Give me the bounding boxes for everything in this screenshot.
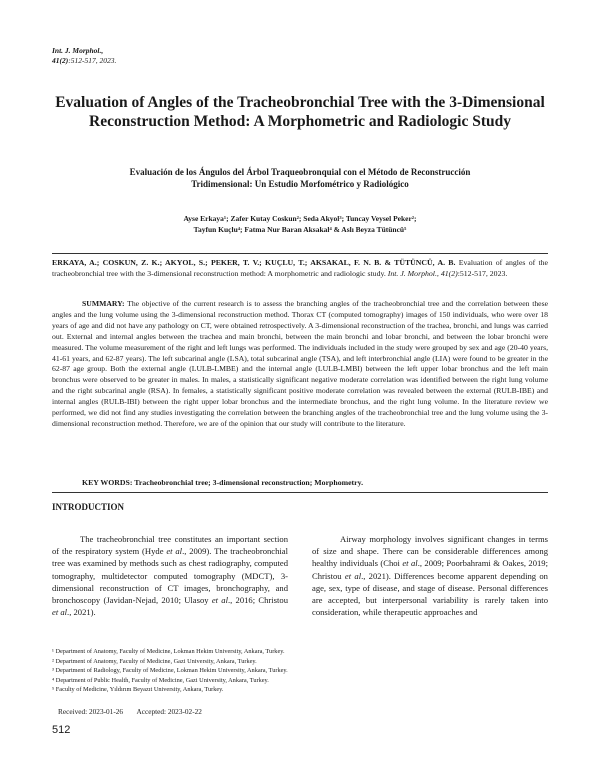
journal-name: Int. J. Morphol., — [52, 46, 104, 55]
article-title: Evaluation of Angles of the Tracheobronchial Tree with the 3-Dimensional Reconstruction Method: A Morphometric and Radiologic Study — [55, 94, 545, 130]
intro-left-etal-3: et al — [52, 607, 68, 618]
affiliation-footnotes — [52, 647, 288, 695]
divider-top — [52, 253, 548, 254]
divider-bottom — [52, 492, 548, 493]
journal-pages: :512-517, 2023. — [68, 56, 117, 65]
author-list — [110, 213, 490, 235]
summary-text: The objective of the current research is to assess the branching angles of the tracheobronchial tree and the correlation between these angles and the lung volume using the 3-dimensional reconstruction method. Thorax CT (computed tomography) images of 150 individuals, who were over 18 years of age and did not have any pathology on CT, were obtained retrospectively. A 3-dimensional reconstruction of the trachea, bronchi, and lungs was carried out. External and internal angles between the trachea and main bronchi, between the main bronchi and lobar bronchi, and between the lobar bronchi were measured. The volume measurement of the right and left lungs was performed. The individuals included in the study were grouped by sex and age (20-40 years, 41-61 years, and 62-87 years). The left subcarinal angle (LSA), total subcarinal angle (TSA), and left interbronchial angle (LIA) were found to be greater in the 62-87 age group. Both the external angle (LULB-LMBE) and the internal angle (LULB-LMBI) between the left upper lobar bronchus and the left main bronchus were observed to be greater in males. In males, a statistically significant negative moderate correlation was identified between the right lung volume and the right subcarinal angle (RSA). In females, a statistically significant positive moderate correlation was revealed between the external (RULB-IBE) and internal angles (RULB-IBI) between the right upper lobar bronchus and the intermediate bronchus, and the right lung volume. In the literature review we performed, we did not find any studies investigating the correlation between the branching angles of the tracheobronchial tree and the lung volume using the 3-dimensional reconstruction method. Therefore, we are of the opinion that our study will contribute to the literature. — [52, 299, 548, 428]
footnote: ⁵ Faculty of Medicine, Yıldırım Beyazıt University, Ankara, Turkey. — [52, 686, 224, 693]
intro-right-text-1: Airway morphology involves significant changes in terms of size and shape. There can be considerable differences among healthy individuals (Choi — [312, 534, 548, 569]
footnote: ¹ Department of Anatomy, Faculty of Medicine, Lokman Hekim University, Ankara, Turkey. — [52, 648, 285, 655]
page-number: 512 — [52, 724, 71, 736]
accepted-date: Accepted: 2023-02-22 — [136, 707, 202, 716]
summary-label: SUMMARY: — [82, 299, 125, 308]
introduction-left-column — [52, 533, 288, 618]
article-subtitle-spanish: Evaluación de los Ángulos del Árbol Traqueobronquial con el Método de Reconstrucción Tridimensional: Un Estudio Morfométrico y Radiológico — [129, 167, 471, 189]
section-heading-introduction: INTRODUCTION — [52, 502, 125, 512]
citation-text: Evaluation of angles of the tracheobronchial tree with the 3-dimensional reconstruction method: A morphometric and radiologic study. — [52, 258, 548, 278]
footnote: ⁴ Department of Public Health, Faculty of Medicine, Gazi University, Ankara, Turkey. — [52, 676, 269, 684]
summary-block — [52, 299, 548, 430]
intro-left-text-4: ., 2021). — [67, 607, 96, 618]
intro-left-etal-1: et al — [166, 546, 183, 557]
footnote: ³ Department of Radiology, Faculty of Medicine, Lokman Hekim University, Ankara, Turkey. — [52, 667, 288, 674]
journal-volume: 41(2) — [52, 56, 69, 65]
journal-header — [52, 46, 116, 66]
intro-left-text-3: ., 2016; Christou — [227, 595, 288, 606]
intro-left-text-1: The tracheobronchial tree constitutes an important section of the respiratory system (Hyde — [52, 534, 288, 557]
article-dates — [58, 707, 214, 716]
intro-left-text-2: ., 2009). The tracheobronchial tree was examined by methods such as chest radiography, computed tomography, multidetector computed tomography (MDCT), 3-dimensional reconstruction of CT images, bronchography, and bronchoscopy (Javidan-Nejad, 2010; Ulasoy — [52, 546, 288, 606]
author-line-2: Tayfun Kuçlu⁴; Fatma Nur Baran Aksakal⁴ & Aslı Beyza Tütüncü⁵ — [193, 225, 407, 234]
intro-left-etal-2: et al — [211, 595, 228, 606]
intro-right-etal-2: et al — [344, 570, 362, 581]
keywords: KEY WORDS: Tracheobronchial tree; 3-dimensional reconstruction; Morphometry. — [82, 478, 364, 487]
author-line-1: Ayse Erkaya¹; Zafer Kutay Coskun²; Seda Akyol³; Tuncay Veysel Peker²; — [183, 214, 417, 223]
citation-authors: ERKAYA, A.; COSKUN, Z. K.; AKYOL, S.; PEKER, T. V.; KUÇLU, T.; AKSAKAL, F. N. B. & TÜTÜNCÜ, A. B. — [52, 258, 456, 267]
citation-block — [52, 257, 548, 279]
intro-right-text-3: ., 2021). Differences become apparent depending on age, sex, type of disease, and stage of disease. Personal differences are accepted, but interpersonal variability is rarely taken into consideration, while therapeutic approaches and — [312, 570, 548, 618]
intro-right-etal-1: et al — [402, 558, 418, 569]
citation-journal: Int. J. Morphol., 41(2) — [387, 269, 458, 278]
received-date: Received: 2023-01-26 — [58, 707, 124, 716]
footnote: ² Department of Anatomy, Faculty of Medicine, Gazi University, Ankara, Turkey. — [52, 657, 257, 665]
citation-pages: :512-517, 2023. — [457, 269, 508, 278]
intro-right-text-2: ., 2009; Poorbahrami & Oakes, 2019; Christou — [312, 558, 548, 581]
introduction-right-column — [312, 533, 548, 618]
